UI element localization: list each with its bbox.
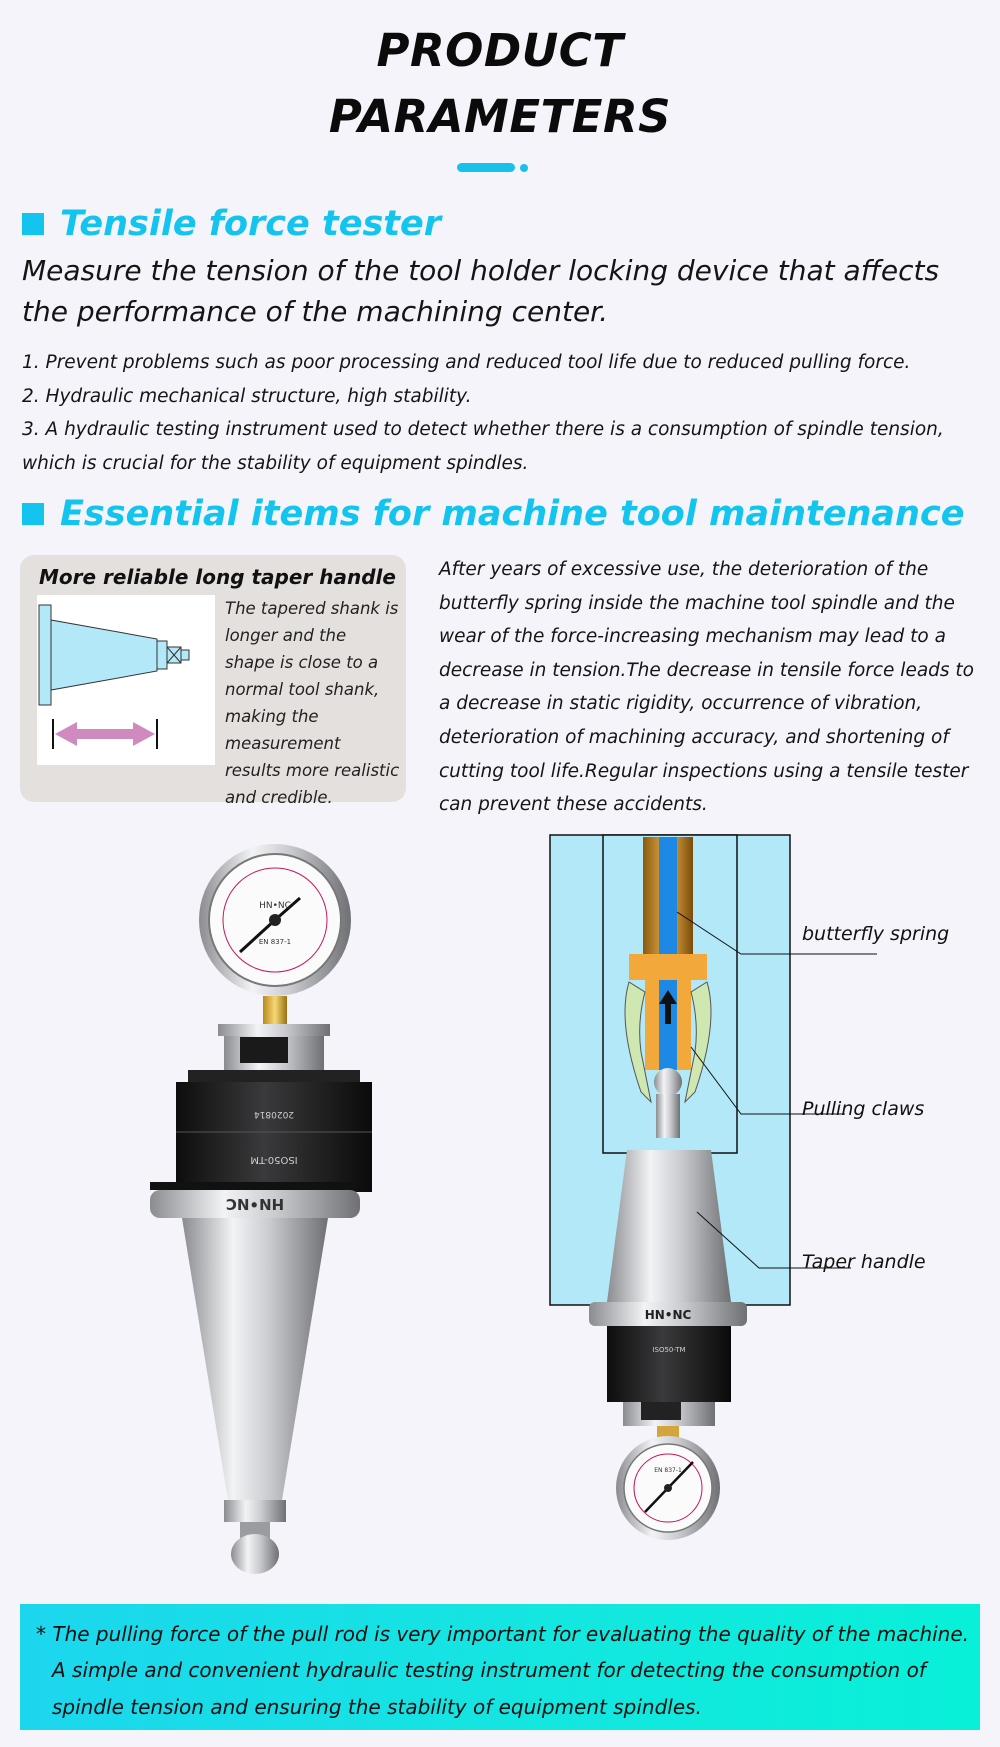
title-underline-dot: [520, 164, 528, 172]
footer-banner: [20, 1604, 980, 1730]
list-item: 3. A hydraulic testing instrument used to detect whether there is a consumption of spindle tension, which is crucial for the stability of equipment spindles.: [22, 419, 944, 474]
spindle-cross-section-diagram: [545, 832, 995, 1592]
page-title: [0, 18, 1000, 150]
square-bullet-icon: [22, 503, 44, 525]
card-description: The tapered shank is longer and the shape is close to a normal tool shank, making the measurement results more realistic and credible.: [225, 599, 400, 807]
feature-list: [22, 346, 982, 480]
lead-text: Measure the tension of the tool holder locking device that affects the performance of the machining center.: [22, 254, 940, 328]
brand-engraving: HN•NC: [225, 1195, 285, 1213]
taper-shank-diagram: [37, 595, 215, 765]
model-number: ISO50-TM: [250, 1154, 298, 1165]
footer-line-2: A simple and convenient hydraulic testing instrument for detecting the consumption of spindle tension and ensuring the stability of equipment spindles.: [52, 1658, 926, 1719]
section-heading-text: Essential items for machine tool maintenance: [60, 494, 965, 534]
title-line-2: PARAMETERS: [328, 90, 672, 143]
gauge-standard: EN 837-1: [258, 938, 292, 946]
card-title: More reliable long taper handle: [39, 565, 396, 589]
callout-taper-handle: Taper handle: [802, 1251, 926, 1273]
footer-line-1: * The pulling force of the pull rod is very important for evaluating the quality of the machine.: [36, 1622, 970, 1646]
product-photo-tester: [150, 832, 410, 1592]
brand-engraving-right: HN•NC: [644, 1308, 692, 1322]
section-heading-text: Tensile force tester: [60, 204, 442, 244]
square-bullet-icon: [22, 213, 44, 235]
callout-butterfly-spring: butterfly spring: [802, 923, 950, 945]
list-item: 1. Prevent problems such as poor processing and reduced tool life due to reduced pulling force.: [22, 352, 911, 373]
list-item: 2. Hydraulic mechanical structure, high stability.: [22, 385, 472, 407]
maintenance-paragraph: After years of excessive use, the deterioration of the butterfly spring inside the machine tool spindle and the wear of the force-increasing mechanism may lead to a decrease in tension.The decrease in tensile force leads to a decrease in static rigidity, occurrence of vibration, deterioration of machining accuracy, and shortening of cutting tool life.Regular inspections using a tensile tester can prevent these accidents.: [439, 559, 974, 816]
title-line-1: PRODUCT: [376, 24, 624, 77]
section-heading-tensile: [22, 204, 441, 244]
title-underline: [457, 163, 515, 172]
gauge-brand: HN•NC: [259, 901, 291, 911]
callout-pulling-claws: Pulling claws: [802, 1098, 925, 1120]
taper-handle-card: [20, 555, 406, 807]
gauge-standard-right: EN 837-1: [654, 1467, 682, 1474]
section-heading-maintenance: [22, 494, 964, 534]
serial-number: 2020814: [253, 1109, 295, 1119]
model-number-right: ISO50-TM: [652, 1346, 686, 1354]
